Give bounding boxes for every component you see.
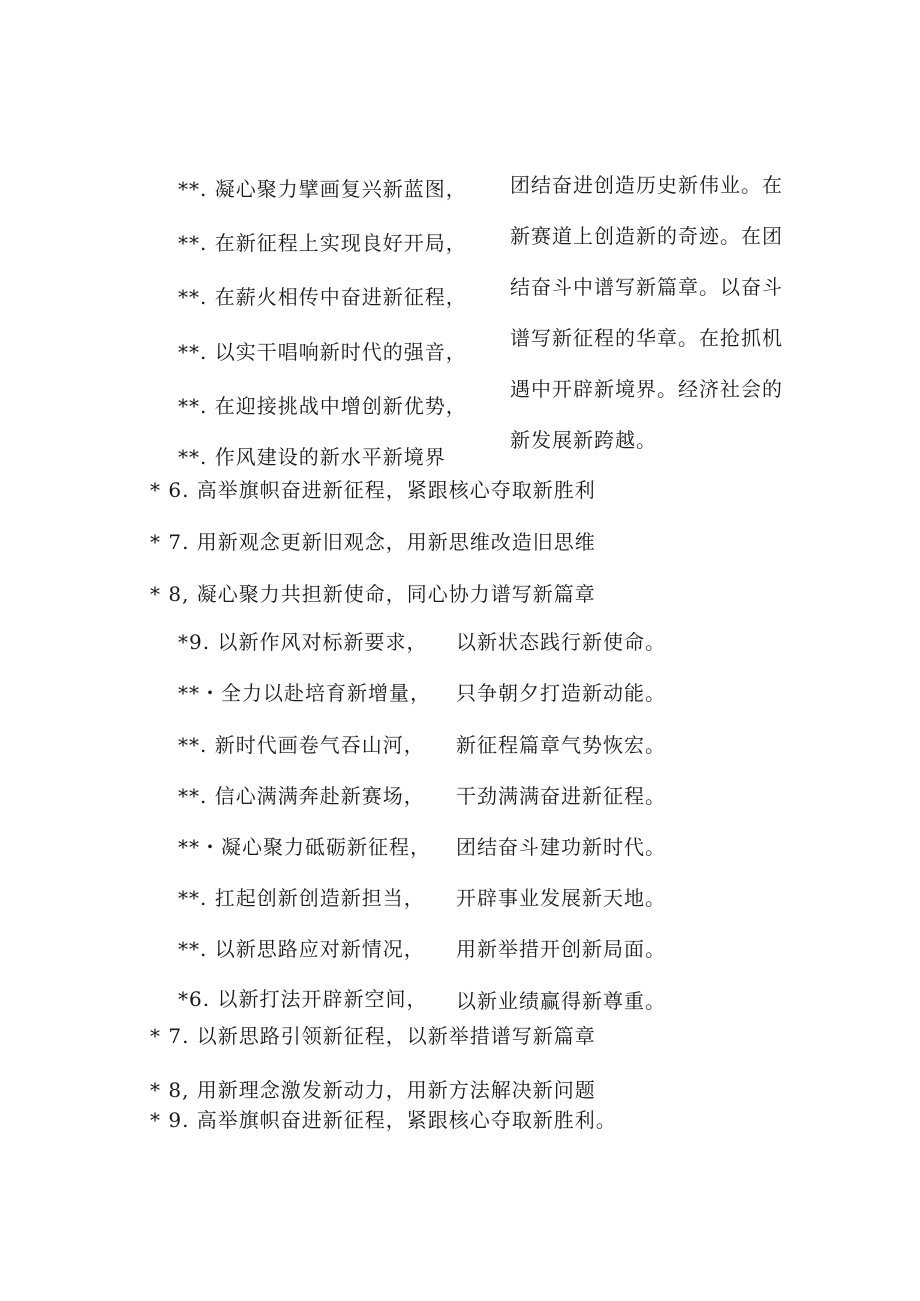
left-line-5: **. 在迎接挑战中增创新优势， xyxy=(178,394,467,418)
right-line-4: 谱写新征程的华章。在抢抓机 xyxy=(510,326,783,350)
star-line-7b: * 7. 以新思路引领新征程，以新举措谱写新篇章 xyxy=(150,1024,596,1048)
pair-4-right: 干劲满满奋进新征程。 xyxy=(456,784,666,808)
pair-2-right: 只争朝夕打造新动能。 xyxy=(456,681,666,705)
right-line-3: 结奋斗中谱写新篇章。以奋斗 xyxy=(510,275,783,299)
star-line-9b: * 9. 高举旗帜奋进新征程，紧跟核心夺取新胜利。 xyxy=(150,1108,617,1132)
left-line-4: **. 以实干唱响新时代的强音， xyxy=(178,340,467,364)
pair-6-left: **. 扛起创新创造新担当， xyxy=(178,886,425,910)
pair-3-left: **. 新时代画卷气吞山河， xyxy=(178,733,425,757)
pair-1-left: *9. 以新作风对标新要求， xyxy=(178,630,428,654)
left-line-cut xyxy=(178,445,478,469)
pair-2-left: **・全力以赴培育新增量， xyxy=(178,681,431,705)
pair-5-right: 团结奋斗建功新时代。 xyxy=(456,835,666,859)
star-line-8b: * 8, 用新理念激发新动力，用新方法解决新问题 xyxy=(150,1078,596,1102)
pair-8-left: *6. 以新打法开辟新空间， xyxy=(178,987,428,1011)
pair-6-right: 开辟事业发展新天地。 xyxy=(456,886,666,910)
star-line-8: * 8, 凝心聚力共担新使命，同心协力谱写新篇章 xyxy=(150,582,596,606)
left-line-cut-text: **. 作风建设的新水平新境界 xyxy=(178,445,446,469)
pair-8-right: 以新业绩赢得新尊重。 xyxy=(456,989,666,1013)
pair-5-left: **・凝心聚力砥砺新征程， xyxy=(178,835,431,859)
right-line-5: 遇中开辟新境界。经济社会的 xyxy=(510,377,783,401)
left-line-2: **. 在新征程上实现良好开局， xyxy=(178,231,467,255)
star-line-7: * 7. 用新观念更新旧观念，用新思维改造旧思维 xyxy=(150,530,596,554)
right-line-1: 团结奋进创造历史新伟业。在 xyxy=(510,173,783,197)
pair-7-left: **. 以新思路应对新情况， xyxy=(178,937,425,961)
pair-4-left: **. 信心满满奔赴新赛场， xyxy=(178,784,425,808)
right-line-2: 新赛道上创造新的奇迹。在团 xyxy=(510,224,783,248)
left-line-1: **. 凝心聚力擘画复兴新蓝图， xyxy=(178,177,467,201)
right-line-6: 新发展新跨越。 xyxy=(510,428,657,452)
left-line-3: **. 在薪火相传中奋进新征程， xyxy=(178,285,467,309)
pair-7-right: 用新举措开创新局面。 xyxy=(456,937,666,961)
pair-1-right: 以新状态践行新使命。 xyxy=(456,630,666,654)
pair-3-right: 新征程篇章气势恢宏。 xyxy=(456,733,666,757)
star-line-6: * 6. 高举旗帜奋进新征程，紧跟核心夺取新胜利 xyxy=(150,478,596,502)
